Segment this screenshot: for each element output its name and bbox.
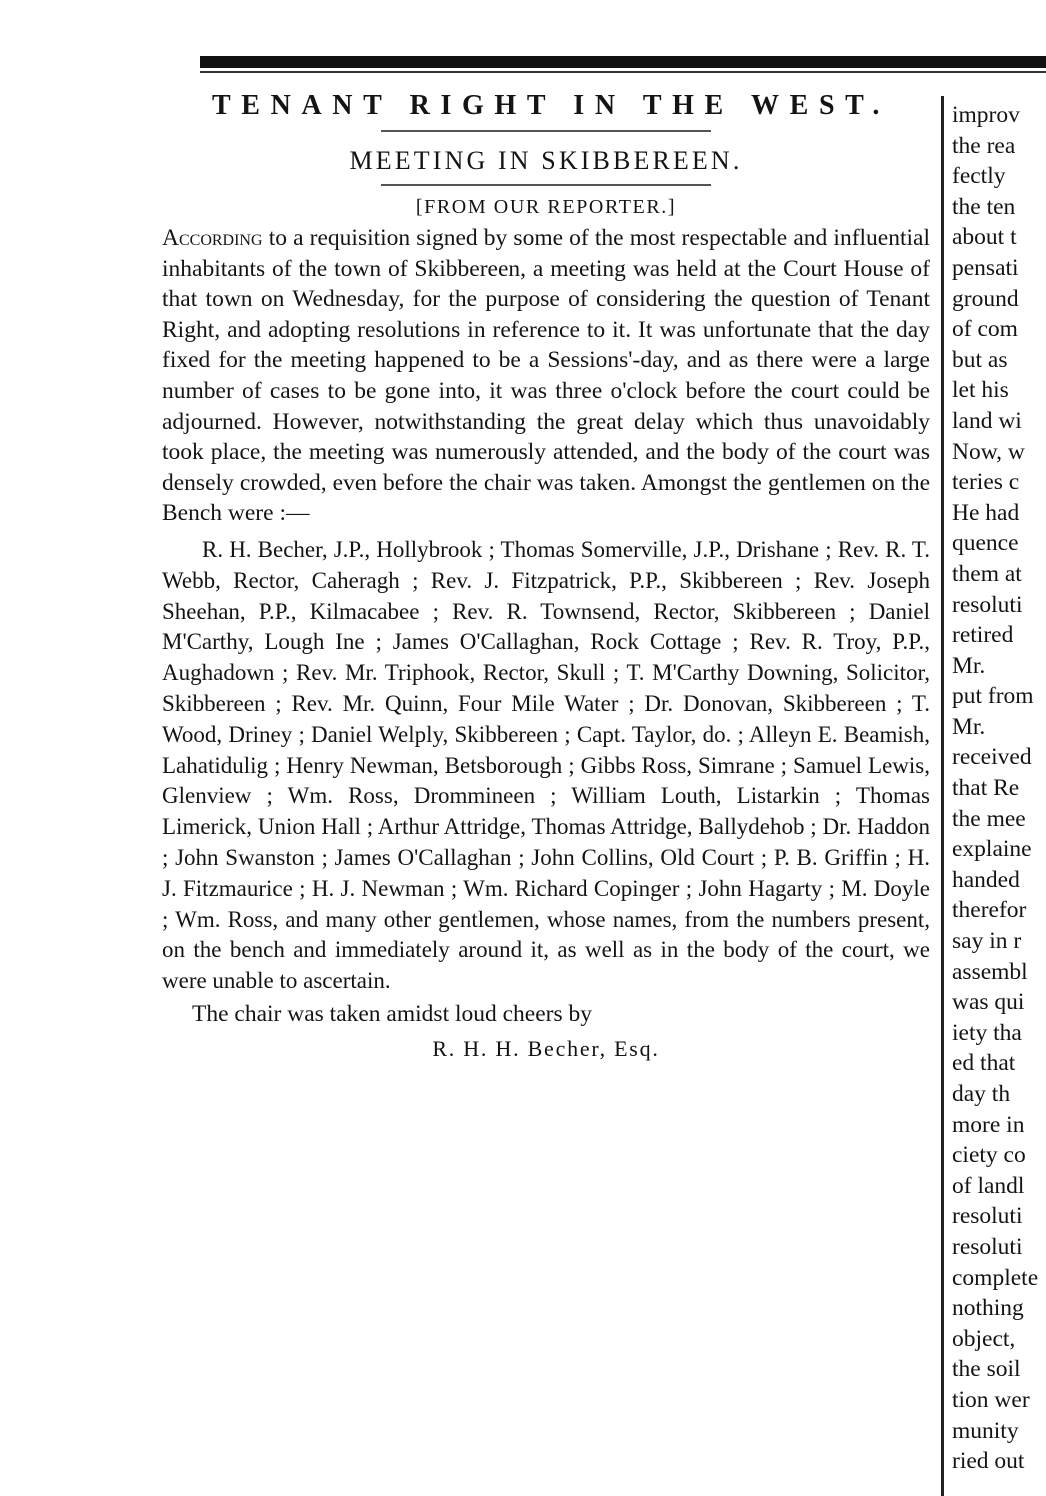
right-column-line: fectly [952,163,1006,190]
subhead-divider [381,184,711,186]
right-column-line: them at [952,560,1022,587]
right-column [952,100,1046,1496]
right-column-line: about t [952,224,1017,251]
right-column-line: ground [952,285,1019,312]
right-column-line: assembl [952,958,1028,985]
right-column-line: pensati [952,254,1019,281]
article-paragraph-3: The chair was taken amidst loud cheers by [192,1000,593,1027]
right-column-line: improv [952,102,1020,128]
right-column-line: was qui [952,989,1025,1016]
right-column-line: He had [952,499,1020,526]
main-column [162,86,930,1496]
reporter-credit: [FROM OUR REPORTER.] [415,196,677,218]
article-paragraph-1 [162,223,930,529]
right-column-line: object, [952,1325,1016,1352]
paragraph-lead-word: According [162,225,263,251]
right-column-line: land wi [952,407,1022,434]
right-column-line: retired [952,622,1014,649]
right-column-line: of landl [952,1172,1025,1199]
right-column-line: received [952,744,1032,771]
right-column-line: ciety co [952,1142,1026,1169]
right-column-line: Mr. [952,652,986,679]
right-column-line: handed [952,866,1020,893]
right-column-line: ed that [952,1050,1016,1077]
right-column-line: resoluti [952,591,1023,618]
top-rule [200,56,1046,68]
right-column-line: quence [952,530,1019,557]
right-column-line: resoluti [952,1203,1023,1230]
article-paragraph-2: R. H. Becher, J.P., Hollybrook ; Thomas Somerville, J.P., Drishane ; Rev. R. T. Webb, Rector, Caheragh ; Rev. J. Fitzpatrick, P.P., Skibbereen ; Rev. Joseph Sheehan, P.P., Kilmacabee ; Rev. R. Townsend, Rector, Skibbereen ; Daniel M'Carthy, Lough Ine ; James O'Callaghan, Rock Cottage ; Rev. R. Troy, P.P., Aughadown ; Rev. Mr. Triphook, Rector, Skull ; T. M'Carthy Downing, Solicitor, Skibbereen ; Rev. Mr. Quinn, Four Mile Water ; Dr. Donovan, Skibbereen ; T. Wood, Driney ; Daniel Welply, Skibbereen ; Capt. Taylor, do. ; Alleyn E. Beamish, Lahatidulig ; Henry Newman, Betsborough ; Gibbs Ross, Simrane ; Samuel Lewis, Glenview ; Wm. Ross, Drommineen ; William Louth, Listarkin ; Thomas Limerick, Union Hall ; Arthur Attridge, Thomas Attridge, Ballydehob ; Dr. Haddon ; John Swanston ; James O'Callaghan ; John Collins, Old Court ; P. B. Griffin ; H. J. Fitzmaurice ; H. J. Newman ; Wm. Richard Copinger ; John Hagarty ; M. Doyle ; Wm. Ross, and many other gentlemen, whose names, from the numbers present, on the bench and immediately around it, as well as in the body of the court, we were unable to ascertain. [162,536,930,994]
right-column-line: day th [952,1081,1011,1107]
right-column-line: the ten [952,193,1016,220]
right-column-line: Mr. [952,713,986,740]
right-column-line: more in [952,1111,1025,1138]
right-column-line: that Re [952,775,1020,802]
right-column-line: say in r [952,928,1022,955]
right-column-line: explaine [952,836,1032,863]
subheadline: MEETING IN SKIBBEREEN. [349,146,743,175]
right-column-line: complete [952,1264,1039,1291]
paragraph-1-text: to a requisition signed by some of the most respectable and influential inhabitants of the town of Skibbereen, a meeting was held at the Court House of that town on Wednesday, for the purpose of considering the question of Tenant Right, and adopting resolutions in reference to it. It was unfortunate that the day fixed for the meeting happened to be a Sessions'-day, and as there were a large number of cases to be gone into, it was three o'clock before the court could be adjourned. However, notwithstanding the great delay which thus unavoidably took place, the meeting was numerously attended, and the body of the court was densely crowded, even before the chair was taken. Amongst the gentlemen on the Bench were :— [162,225,930,527]
right-column-line: put from [952,683,1034,710]
headline: TENANT RIGHT IN THE WEST. [211,90,891,121]
right-column-line: the soil [952,1356,1021,1383]
right-column-line: nothing [952,1295,1024,1322]
right-column-line: tion wer [952,1386,1030,1413]
right-column-line: the mee [952,805,1026,832]
right-column-line: the rea [952,132,1016,159]
right-column-line: ried out [952,1448,1025,1475]
headline-divider [381,130,711,132]
right-column-line: teries c [952,469,1020,496]
right-column-line: of com [952,316,1018,343]
column-rule [941,96,944,1496]
right-column-line: resoluti [952,1233,1023,1260]
right-column-line: let his [952,377,1009,404]
right-column-line: Now, w [952,438,1025,465]
chairman-name: R. H. H. Becher, Esq. [432,1035,660,1061]
right-column-line: iety tha [952,1019,1022,1046]
right-column-line: but as [952,346,1008,373]
right-column-line: therefor [952,897,1027,924]
right-column-line: munity [952,1417,1019,1444]
